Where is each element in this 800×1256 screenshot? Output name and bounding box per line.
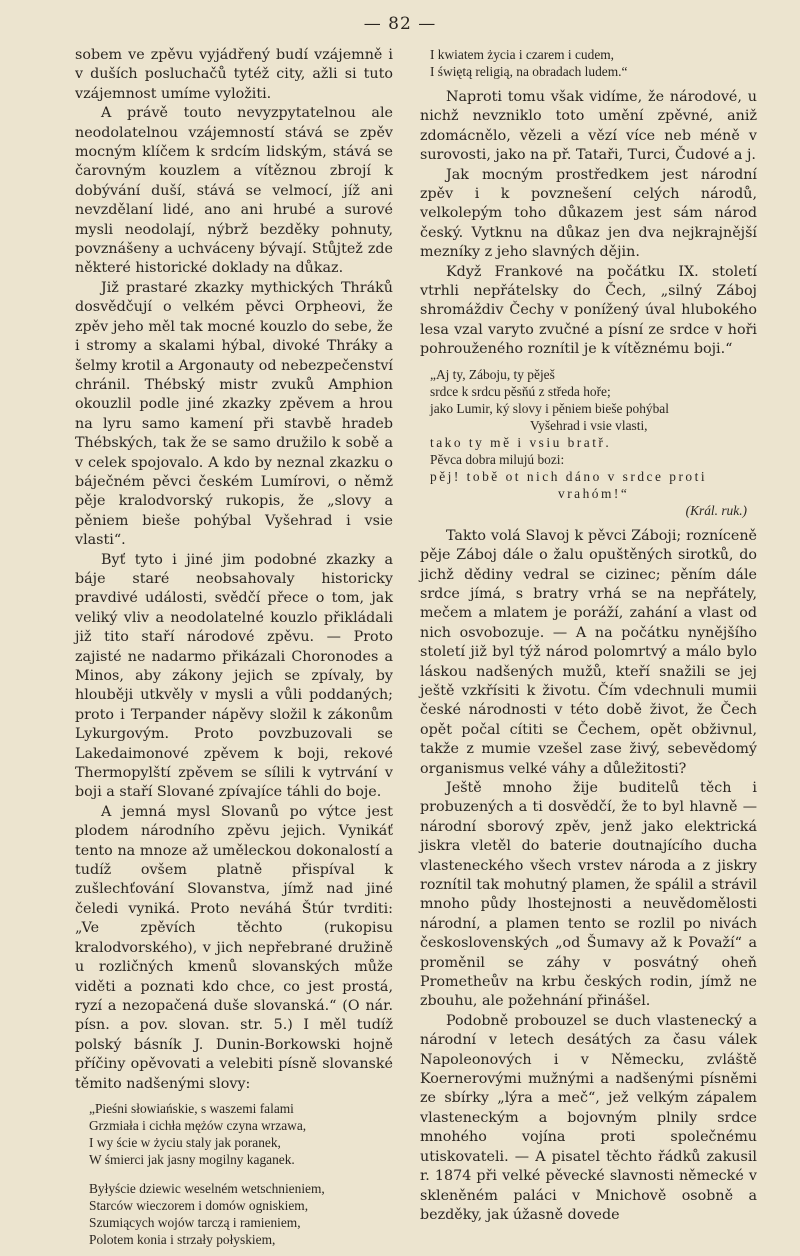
paragraph: Když Frankové na počátku IX. století vtrhli nepřátelsky do Čech, „silný Záboj shromáždiv Čechy v ponížený úval hlubokého lesa vzal varyto zvučné a písní ze srdce v hoři pohrouženého roznítil je k vítěznému boji.“	[420, 263, 757, 358]
paragraph: Ještě mnoho žije buditelů těch i probuzených a ti dosvědčí, že to byl hlavně — národní sborový zpěv, jenž jako elektrická jiskra vletěl do baterie doutnajícího ducha vlasteneckého všech vrstev národa a z jiskry roznítil tak mohutný plamen, že spálil a strávil mnoho půdy lhostejnosti a neuvědomělosti národní, a plamen tento se rozlil po nivách československých „od Šumavy až k Považí“ a proměnil se záhy v posvátný oheň Prometheův na krbu českých rodin, jímž ne zbouhu, ale požehnání přinášel.	[420, 779, 757, 1010]
polish-poem-stanza-2	[89, 1180, 393, 1248]
left-column	[75, 46, 393, 1256]
page-number: — 82 —	[363, 14, 437, 34]
poem-line: Starców wieczorem i domów ogniskiem,	[89, 1197, 309, 1213]
right-column	[420, 46, 757, 1225]
poem-line: Byłyście dziewic weselném wetschnieniem,	[89, 1180, 325, 1196]
poem-line: Szumiących wojów tarczą i ramieniem,	[89, 1214, 301, 1230]
paragraph: Takto volá Slavoj k pěvci Záboji; rozníceně pěje Záboj dále o žalu opuštěných sirotků, do jichž dědiny vedral se cizinec; pěním dále srdce jímá, s bratry vrhá se na nepřátely, mečem a mlatem je poráží, zahání a vlast od nich osvobozuje. — A na počátku nynějšího století již byl týž národ polomrtvý a málo bylo láskou nadšených mužů, kteří snažili se jej ještě vzkřísiti k životu. Čím vdechnuli mumii české národnosti v této době život, že Čech opět počal cítiti se Čechem, opět obživnul, takže z mumie vzešel zase živý, sebevědomý organismus velké váhy a důležitosti?	[420, 527, 757, 777]
poem-line: I kwiatem życia i czarem i cudem,	[430, 47, 615, 62]
poem-line: I wy ście w życiu staly jak poranek,	[89, 1134, 281, 1150]
paragraph: Jak mocným prostředkem jest národní zpěv i k povznešení celých národů, velkolepým toho důkazem jest sám národ český. Vytknu na důkaz jen dva nejkrajnější mezníky z jeho slavných dějin.	[420, 166, 757, 261]
poem-line: vrahóm!“	[558, 485, 630, 501]
paragraph: sobem ve zpěvu vyjádřený budí vzájemně i v duších posluchačů tytéž city, ažli si tuto vzájemnost umíme vyložiti.	[75, 47, 393, 102]
paragraph: A jemná mysl Slovanů po výtce jest plodem národního zpěvu jejich. Vynikáť tento na mnoze až uměleckou dokonalostí a tudíž ovšem platně přispíval k zušlechťování Slovanstva, jímž nad jiné čeledi vyniká. Proto neváhá Štúr tvrditi: „Ve zpěvích těchto (rukopisu kralodvorského), v jich nepřebrané družině u rozličných kmenů slovanských může viděti a poznati kdo chce, co jest prostá, ryzí a nezopačená duše slovanská.“ (O nár. písn. a pov. slovan. str. 5.) I měl tudíž polský básník J. Dunin-Borkowski hojně příčiny opěvovati a velebiti písně slovanské těmito nadšenými slovy:	[75, 803, 393, 1092]
poem-line: „Aj ty, Záboju, ty pěješ	[430, 366, 555, 382]
poem-line: Vyšehrad i vsie vlasti,	[530, 417, 648, 433]
zaboj-poem	[430, 366, 757, 519]
poem-line: srdce k srdcu pěsňú z středa hoře;	[430, 383, 611, 399]
poem-source: (Král. ruk.)	[685, 502, 747, 518]
poem-line: W śmierci jak jasny mogilny kaganek.	[89, 1151, 295, 1167]
paragraph: Byť tyto i jiné jim podobné zkazky a báje staré neobsahovaly historicky pravdivé události, svědčí přece o tom, jak veliký vliv a neodolatelné kouzlo přikládali již tito staří národové zpěvu. — Proto zajisté ne nadarmo přikázali Choronodes a Minos, aby zákony jejich se zpívaly, by hlouběji utkvěly v mysli a vůli poddaných; proto i Terpander nápěvy složil k zákonům Lykurgovým. Proto povzbuzovali se Lakedaimonové zpěvem k boji, rekové Thermopylští zpěvem se sílili k vytrvání v boji a staří Slované zpívajíce táhli do boje.	[75, 551, 393, 801]
polish-poem-continuation	[430, 46, 757, 80]
paragraph: A právě touto nevyzpytatelnou ale neodolatelnou vzájemností stává se zpěv mocným klíčem k srdcím lidským, stává se čarovným kouzlem a vítěznou zbrojí k dobývání duší, stává se velmocí, jíž ani nevzdělaní lidé, ano ani hrubé a surové mysli neodolají, nýbrž bezděky pohnuty, povznášeny a uchváceny bývají. Stůjtež zde některé historické doklady na důkaz.	[75, 105, 393, 277]
poem-line: jako Lumir, ký slovy i pěniem bieše pohýbal	[430, 400, 669, 416]
poem-line: „Pieśni słowiańskie, s waszemi falami	[89, 1100, 294, 1116]
poem-line: pěj! tobě ot nich dáno v srdce proti	[430, 468, 708, 484]
poem-line: Polotem konia i strzały połyskiem,	[89, 1231, 276, 1247]
polish-poem-stanza-1	[89, 1100, 393, 1168]
poem-line: Grzmiała i cichła mężów czyna wrzawa,	[89, 1117, 307, 1133]
poem-line: tako ty mě i vsiu bratř.	[430, 434, 612, 450]
paragraph: Naproti tomu však vidíme, že národové, u nichž nevzniklo toto umění zpěvné, aniž zdomácnělo, vězeli a vězí více neb méně v surovosti, jako na př. Tataři, Turci, Čudové a j.	[420, 89, 757, 164]
paragraph: Již prastaré zkazky mythických Thráků dosvědčují o velkém pěvci Orpheovi, že zpěv jeho měl tak mocné kouzlo do sebe, že i stromy a skalami hýbal, divoké Thráky a šelmy krotil a Argonauty od nebezpečenství chránil. Thébský mistr zvuků Amphion okouzlil podle jiné zkazky zpěvem a hrou na lyru samo kamení při stavbě hradeb Thébských, tak že se samo družilo k sobě a v celek spojovalo. A kdo by neznal zkazku o báječném pěvci českém Lumírovi, o němž pěje kralodvorský rukopis, že „slovy a pěniem bieše pohýbal Vyšehrad i vsie vlasti“.	[75, 279, 393, 549]
paragraph: Podobně probouzel se duch vlastenecký a národní v letech desátých za času válek Napoleonových i v Německu, zvláště Koernerovými mužnými a nadšenými písněmi ze sbírky „lýra a meč“, jež velkým zápalem vlasteneckým a bojovným plnily srdce mnohého vojína proti společnému utiskovateli. — A pisatel těchto řádků zakusil r. 1874 při velké pěvecké slavnosti německé v skleněném paláci v Mnichově osobně a bezděky, jak úžasně dovede	[420, 1012, 757, 1223]
poem-line: I świętą religią, na obradach ludem.“	[430, 64, 628, 79]
poem-line: Pěvca dobra milujú bozi:	[430, 451, 565, 467]
